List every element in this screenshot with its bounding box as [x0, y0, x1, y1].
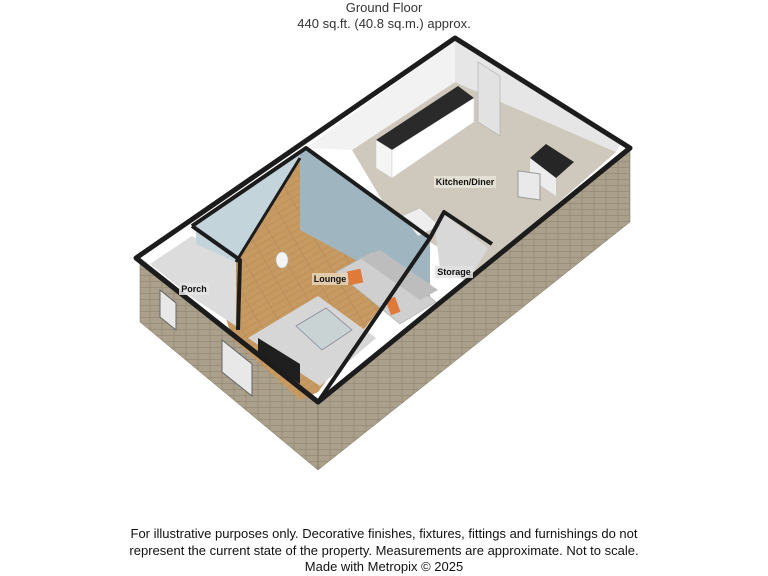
room-label-storage: Storage — [437, 267, 471, 277]
disclaimer-line-1: For illustrative purposes only. Decorative finishes, fixtures, fittings and furnishings do not — [130, 526, 638, 541]
room-label-lounge: Lounge — [313, 274, 347, 284]
disclaimer-line-2: represent the current state of the property. Measurements are approximate. Not to scale. — [129, 542, 639, 558]
credit-line: Made with Metropix © 2025 — [304, 559, 464, 574]
room-label-porch: Porch — [181, 284, 207, 294]
floor-lamp — [276, 252, 288, 268]
disclaimer — [0, 526, 768, 576]
cushion — [347, 269, 364, 286]
floor-area: 440 sq.ft. (40.8 sq.m.) approx. — [297, 16, 471, 31]
kitchen-window — [518, 171, 540, 200]
floor-name: Ground Floor — [345, 0, 423, 15]
room-label-kitchen: Kitchen/Diner — [435, 177, 495, 187]
